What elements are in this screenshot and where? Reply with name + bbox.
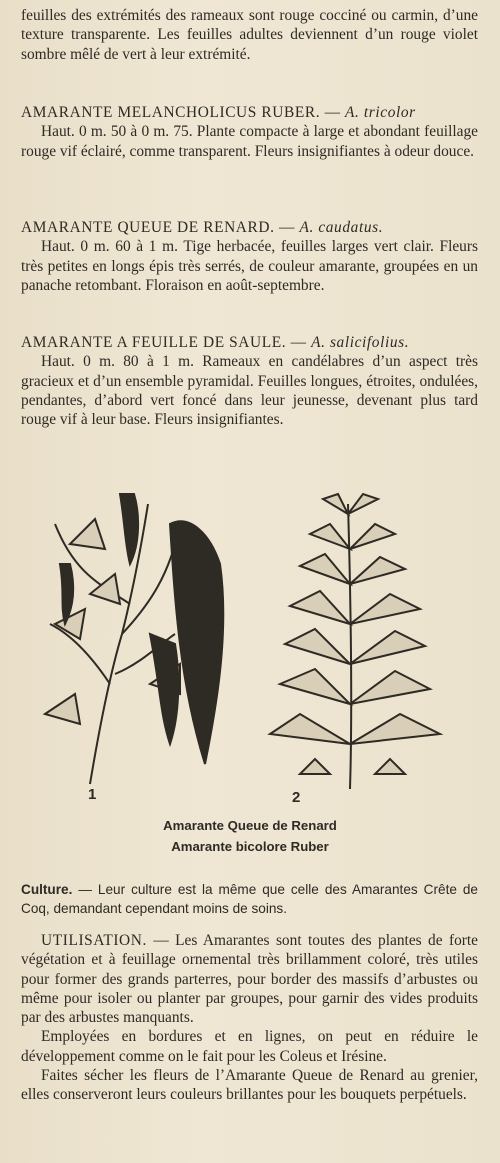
entry-title-text: AMARANTE MELANCHOLICUS RUBER. — — [21, 104, 346, 121]
figure-number-1: 1 — [88, 786, 97, 803]
intro-text: feuilles des extrémités des rameaux sont rouge cocciné ou carmin, d’une texture transparente. Les feuilles adultes deviennent d’un rouge violet sombre mêlé de vert à leur extrémité. — [21, 7, 478, 63]
entry-body: Haut. 0 m. 50 à 0 m. 75. Plante compacte à large et abondant feuillage rouge vif éclairé, comme transparent. Fleurs insignifiantes à odeur douce. — [21, 123, 478, 160]
entry-queue-de-renard — [21, 218, 478, 295]
entry-melancholicus — [21, 103, 478, 161]
utilisation-paragraph — [21, 931, 478, 1027]
entry-latin-name: A. salicifolius. — [311, 334, 410, 351]
foxtail-amaranth-drawing — [45, 494, 223, 784]
utilisation-label: UTILISATION. — [41, 932, 147, 949]
plant-illustration — [30, 484, 475, 804]
entry-title — [21, 333, 478, 352]
entry-title — [21, 103, 478, 122]
culture-label: Culture. — [21, 882, 73, 897]
caption-line-1: Amarante Queue de Renard — [163, 818, 337, 833]
figure-number-2: 2 — [292, 789, 301, 804]
entry-body: Haut. 0 m. 60 à 1 m. Tige herbacée, feuilles larges vert clair. Fleurs très petites en longs épis très serrés, de couleur amarante, groupées en un panache retombant. Floraison en août-septembre. — [21, 238, 478, 294]
utilisation-paragraph: Employées en bordures et en lignes, on peut en réduire le développement comme on le fait pour les Coleus et Irésine. — [21, 1028, 478, 1065]
culture-text: — Leur culture est la même que celle des Amarantes Crête de Coq, demandant cependant moins de soins. — [21, 882, 478, 916]
entry-title-text: AMARANTE QUEUE DE RENARD. — — [21, 219, 300, 236]
entry-feuille-de-saule — [21, 333, 478, 429]
entry-title — [21, 218, 478, 237]
caption-line-2: Amarante bicolore Ruber — [171, 839, 329, 854]
entry-title-text: AMARANTE A FEUILLE DE SAULE. — — [21, 334, 312, 351]
culture-paragraph — [21, 880, 478, 918]
intro-paragraph — [21, 6, 478, 64]
figure-caption — [0, 815, 500, 857]
utilisation-section — [21, 931, 478, 1105]
entry-body: Haut. 0 m. 80 à 1 m. Rameaux en candélabres d’un aspect très gracieux et d’un ensemble pyramidal. Feuilles longues, étroites, ondulées, pendantes, d’abord vert foncé dans leur jeunesse, devenant plus tard rouge vif à leur base. Fleurs insignifiantes. — [21, 353, 478, 429]
utilisation-paragraph: Faites sécher les fleurs de l’Amarante Queue de Renard au grenier, elles conserveront leurs couleurs brillantes pour les bouquets perpétuels. — [21, 1067, 478, 1104]
ruber-amaranth-drawing — [270, 494, 440, 789]
entry-latin-name: A. caudatus. — [299, 219, 384, 236]
entry-latin-name: A. tricolor — [345, 104, 416, 121]
utilisation-text: — Les Amarantes sont toutes des plantes de forte végétation et à feuillage ornemental très brillamment coloré, très utiles pour former des grands parterres, pour border des massifs d’arbustes ou même pour isoler ou planter par groupes, pour garnir des vides produits par des arbustes manquants. — [21, 932, 478, 1027]
